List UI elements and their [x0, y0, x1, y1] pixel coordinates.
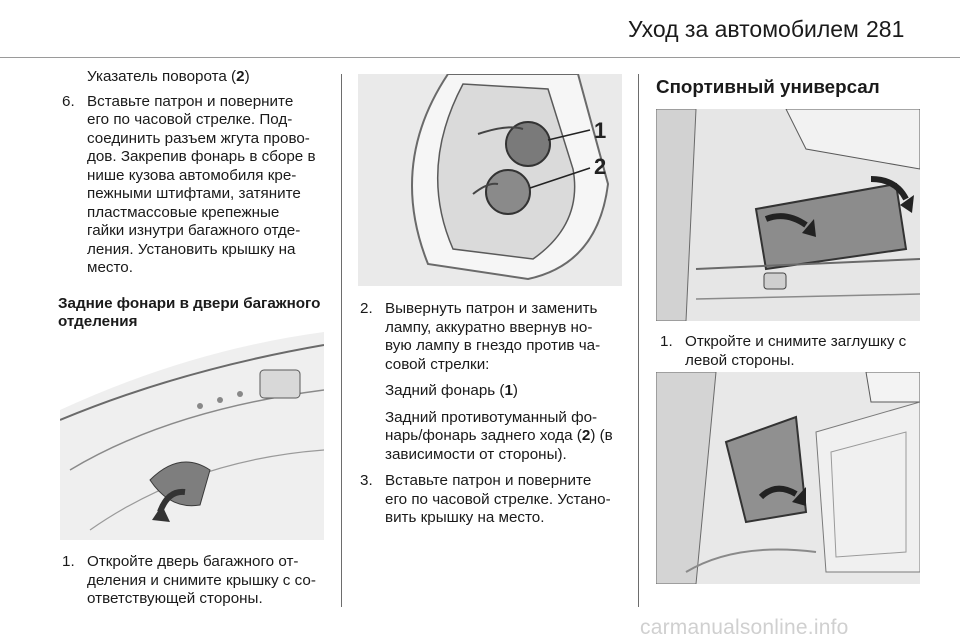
callout-label-2: 2	[594, 154, 607, 179]
step-6: 6. Вставьте патрон и поверните его по часовой стрелке. Под- соединить разъем жгута прово- дов. Закрепив фонарь в сборе в нише кузова автомобиля кре- пежными штифтами, затяните пластмассовые крепежные гайки изнутри багажного отде- ления. Установить крышку на место.	[62, 93, 334, 278]
header-divider	[0, 57, 960, 58]
column-1-lower	[62, 553, 334, 609]
step-6-text: Вставьте патрон и поверните его по часовой стрелке. Под- соединить разъем жгута прово- дов. Закрепив фонарь в сборе в нише кузова автомобиля кре- пежными штифтами, затяните пластмассовые крепежные гайки изнутри багажного отде- ления. Установить крышку на место.	[87, 92, 316, 276]
column-3	[660, 333, 940, 370]
step-2: 2. Вывернуть патрон и заменить лампу, аккуратно ввернув но- вую лампу в гнездо против ча- совой стрелки:	[360, 300, 632, 374]
figure-trunk-side-panel	[656, 372, 920, 584]
figure-lamp-socket	[358, 74, 622, 286]
sub-item-rear-lamp: Задний фонарь (1)	[385, 382, 518, 399]
page-title: Уход за автомобилем	[628, 16, 859, 42]
step-1-tailgate: 1. Откройте дверь багажного от- деления и снимите крышку с со- ответствующей стороны.	[62, 553, 334, 609]
step-1-sports-tourer: 1. Откройте и снимите заглушку с левой стороны.	[660, 333, 940, 370]
step-3: 3. Вставьте патрон и поверните его по часовой стрелке. Устано- вить крышку на место.	[360, 472, 632, 528]
watermark: carmanualsonline.info	[640, 616, 849, 639]
step-2-text: Вывернуть патрон и заменить лампу, аккуратно ввернув но- вую лампу в гнездо против ча- совой стрелки:	[385, 300, 601, 373]
column-divider-1	[341, 74, 342, 607]
column-divider-2	[638, 74, 639, 607]
step-3-text: Вставьте патрон и поверните его по часовой стрелке. Устано- вить крышку на место.	[385, 472, 611, 526]
sub-item-fog-reverse: Задний противотуманный фо- нарь/фонарь заднего хода (2) (в зависимости от стороны).	[385, 408, 613, 463]
page-number: 281	[866, 16, 905, 42]
figure-tailgate-cover	[60, 330, 324, 540]
callout-label-1: 1	[594, 118, 607, 143]
turn-signal-line: Указатель поворота (2)	[87, 68, 250, 85]
column-1	[58, 68, 334, 332]
step-1-tailgate-text: Откройте дверь багажного от- деления и снимите крышку с со- ответствующей стороны.	[87, 553, 316, 607]
step-1-sports-tourer-text: Откройте и снимите заглушку с левой стороны.	[685, 333, 907, 369]
section-heading-tailgate-lamps: Задние фонари в двери багажного отделения	[58, 294, 321, 330]
figure-trunk-cap	[656, 109, 920, 321]
column-2	[360, 300, 632, 528]
section-heading-sports-tourer: Спортивный универсал	[656, 76, 880, 97]
